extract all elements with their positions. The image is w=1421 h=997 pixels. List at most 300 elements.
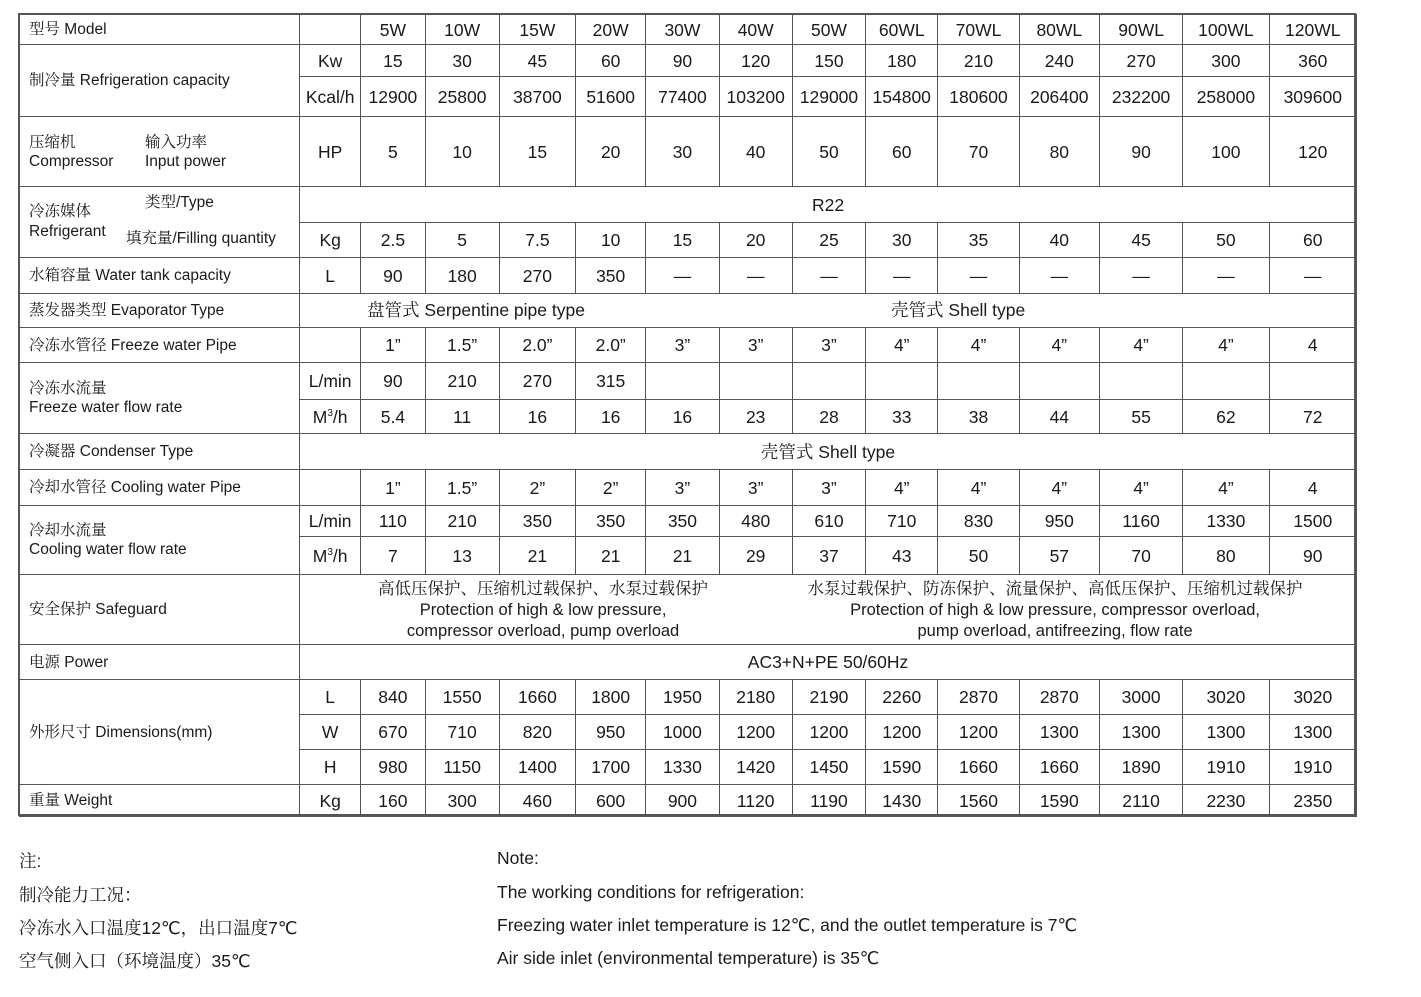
note-line-en: The working conditions for refrigeration:	[497, 882, 805, 902]
value-cell: 300	[425, 785, 499, 817]
value-cell: 60	[1269, 223, 1356, 258]
value-cell	[792, 363, 865, 400]
value-cell: 360	[1269, 45, 1356, 77]
serpentine-type: 盘管式 Serpentine pipe type	[367, 299, 585, 320]
value-cell: 480	[719, 506, 792, 537]
row-refrigerant-type	[20, 187, 1357, 223]
row-label	[20, 187, 300, 258]
value-cell: 90	[361, 363, 425, 400]
value-cell: 1000	[646, 715, 719, 750]
unit-text: /h	[332, 406, 348, 427]
value-cell: 120	[1269, 117, 1356, 187]
row-label: 冷凝器 Condenser Type	[20, 434, 300, 470]
value-cell: 12900	[361, 77, 425, 117]
value-cell	[1183, 363, 1269, 400]
model-cell: 20W	[576, 15, 646, 45]
value-cell: 72	[1269, 400, 1356, 434]
value-cell: 1”	[361, 328, 425, 363]
value-cell: —	[646, 258, 719, 294]
value-cell: 1910	[1269, 750, 1356, 785]
model-cell: 80WL	[1019, 15, 1099, 45]
value-cell: 210	[938, 45, 1019, 77]
row-condenser	[20, 434, 1357, 470]
label-cn: 输入功率	[145, 133, 208, 151]
value-cell: 57	[1019, 537, 1099, 575]
value-cell: 1550	[425, 680, 499, 715]
label-en: Input power	[145, 152, 226, 170]
value-cell: 1300	[1183, 715, 1269, 750]
value-cell: 16	[576, 400, 646, 434]
row-label: 冷却水管径 Cooling water Pipe	[20, 470, 300, 506]
value-cell: 23	[719, 400, 792, 434]
value-cell: 4”	[1019, 470, 1099, 506]
row-label: 制冷量 Refrigeration capacity	[20, 45, 300, 117]
value-cell: 3”	[792, 328, 865, 363]
value-cell: 1700	[576, 750, 646, 785]
value-cell: 62	[1183, 400, 1269, 434]
safeguard-line: Protection of high & low pressure, compressor overload,	[850, 600, 1261, 619]
value-cell: 80	[1019, 117, 1099, 187]
value-cell: 4”	[938, 470, 1019, 506]
value-cell	[938, 363, 1019, 400]
value-cell: 30	[425, 45, 499, 77]
row-label: 冷冻水管径 Freeze water Pipe	[20, 328, 300, 363]
value-cell: 43	[866, 537, 938, 575]
value-cell: 1200	[938, 715, 1019, 750]
note-line-cn: 制冷能力工况：	[19, 885, 142, 905]
evaporator-types	[300, 301, 1356, 321]
value-cell: 4”	[938, 328, 1019, 363]
value-cell: 30	[866, 223, 938, 258]
power-value: AC3+N+PE 50/60Hz	[300, 645, 1357, 680]
row-label: 蒸发器类型 Evaporator Type	[20, 294, 300, 328]
row-label: 重量 Weight	[20, 785, 300, 817]
value-cell: 2870	[938, 680, 1019, 715]
row-cooling-pipe	[20, 470, 1357, 506]
value-cell: 1560	[938, 785, 1019, 817]
value-cell: 1190	[792, 785, 865, 817]
unit-cell: L/min	[300, 506, 361, 537]
refrigerant-type-value: R22	[300, 187, 1357, 223]
value-cell: 1200	[866, 715, 938, 750]
row-weight	[20, 785, 1357, 817]
value-cell: 830	[938, 506, 1019, 537]
value-cell	[1099, 363, 1182, 400]
value-cell: 44	[1019, 400, 1099, 434]
value-cell: 710	[425, 715, 499, 750]
value-cell: 38	[938, 400, 1019, 434]
value-cell: 1300	[1269, 715, 1356, 750]
value-cell	[719, 363, 792, 400]
value-cell	[1269, 363, 1356, 400]
value-cell: —	[938, 258, 1019, 294]
row-label: 电源 Power	[20, 645, 300, 680]
safeguard-line: compressor overload, pump overload	[406, 621, 680, 640]
value-cell: 3000	[1099, 680, 1182, 715]
value-cell: 240	[1019, 45, 1099, 77]
value-cell: 1150	[425, 750, 499, 785]
compressor-main-label	[29, 133, 145, 171]
value-cell: 20	[719, 223, 792, 258]
value-cell: 1450	[792, 750, 865, 785]
value-cell: 90	[361, 258, 425, 294]
unit-cell: L	[300, 258, 361, 294]
value-cell: 10	[425, 117, 499, 187]
value-cell: 3”	[792, 470, 865, 506]
refrigerant-label	[29, 187, 299, 257]
value-cell: 7	[361, 537, 425, 575]
value-cell: 50	[938, 537, 1019, 575]
value-cell: 1950	[646, 680, 719, 715]
unit-cell	[300, 328, 361, 363]
value-cell: 4	[1269, 470, 1356, 506]
safeguard-line: Protection of high & low pressure,	[419, 600, 667, 619]
note-line-cn: 注:	[19, 851, 42, 871]
row-refrigeration-kw	[20, 45, 1357, 77]
value-cell: 1800	[576, 680, 646, 715]
label-en: Freeze water flow rate	[29, 399, 183, 416]
value-cell: 270	[499, 363, 575, 400]
shell-type: 壳管式 Shell type	[891, 299, 1026, 320]
value-cell: 21	[576, 537, 646, 575]
value-cell: 180	[425, 258, 499, 294]
model-cell: 90WL	[1099, 15, 1182, 45]
value-cell: 2.0”	[499, 328, 575, 363]
value-cell: 258000	[1183, 77, 1269, 117]
unit-cell: L	[300, 680, 361, 715]
value-cell: 37	[792, 537, 865, 575]
value-cell: 1500	[1269, 506, 1356, 537]
value-cell: 1160	[1099, 506, 1182, 537]
value-cell: 4”	[866, 328, 938, 363]
value-cell: 70	[1099, 537, 1182, 575]
value-cell: —	[1099, 258, 1182, 294]
safeguard-line: 高低压保护、压缩机过载保护、水泵过载保护	[378, 579, 709, 598]
value-cell: 15	[646, 223, 719, 258]
value-cell: 110	[361, 506, 425, 537]
value-cell: 80	[1183, 537, 1269, 575]
model-cell: 70WL	[938, 15, 1019, 45]
value-cell: 50	[1183, 223, 1269, 258]
value-cell: 820	[499, 715, 575, 750]
row-label: 外形尺寸 Dimensions(mm)	[20, 680, 300, 785]
value-cell: 5	[361, 117, 425, 187]
model-cell: 30W	[646, 15, 719, 45]
value-cell: 840	[361, 680, 425, 715]
value-cell: 3020	[1183, 680, 1269, 715]
model-cell: 5W	[361, 15, 425, 45]
unit-cell: H	[300, 750, 361, 785]
value-cell: 210	[425, 363, 499, 400]
value-cell: 2”	[499, 470, 575, 506]
value-cell: 3”	[719, 328, 792, 363]
unit-cell: L/min	[300, 363, 361, 400]
row-model	[20, 15, 1357, 45]
value-cell: 710	[866, 506, 938, 537]
value-cell: 2350	[1269, 785, 1356, 817]
value-cell: 51600	[576, 77, 646, 117]
value-cell: 180	[866, 45, 938, 77]
value-cell: 60	[576, 45, 646, 77]
row-water-tank	[20, 258, 1357, 294]
safeguard-left	[300, 579, 786, 642]
unit-cell	[300, 537, 361, 575]
value-cell: 2870	[1019, 680, 1099, 715]
value-cell: 11	[425, 400, 499, 434]
value-cell: 25800	[425, 77, 499, 117]
value-cell: 70	[938, 117, 1019, 187]
value-cell: —	[792, 258, 865, 294]
value-cell: 180600	[938, 77, 1019, 117]
value-cell: 1430	[866, 785, 938, 817]
value-cell: 16	[499, 400, 575, 434]
value-cell: 15	[499, 117, 575, 187]
value-cell: 460	[499, 785, 575, 817]
value-cell: 350	[576, 258, 646, 294]
value-cell: 1330	[1183, 506, 1269, 537]
row-dimensions-l	[20, 680, 1357, 715]
row-label: 水箱容量 Water tank capacity	[20, 258, 300, 294]
value-cell: 55	[1099, 400, 1182, 434]
value-cell: 2260	[866, 680, 938, 715]
value-cell: 2.0”	[576, 328, 646, 363]
value-cell: 30	[646, 117, 719, 187]
unit-cell: Kcal/h	[300, 77, 361, 117]
value-cell: 3”	[646, 328, 719, 363]
note-line-cn: 冷冻水入口温度12℃，出口温度7℃	[19, 918, 298, 938]
unit-text: M	[312, 545, 328, 566]
value-cell: 350	[576, 506, 646, 537]
model-cell: 120WL	[1269, 15, 1356, 45]
value-cell: 206400	[1019, 77, 1099, 117]
value-cell: 309600	[1269, 77, 1356, 117]
row-label: 安全保护 Safeguard	[20, 575, 300, 645]
value-cell: 7.5	[499, 223, 575, 258]
value-cell: 1200	[792, 715, 865, 750]
note-line-en: Freezing water inlet temperature is 12℃, and the outlet temperature is 7℃	[497, 915, 1078, 935]
value-cell: 77400	[646, 77, 719, 117]
note-line-cn: 空气侧入口（环境温度）35℃	[19, 951, 251, 971]
value-cell: 670	[361, 715, 425, 750]
value-cell: 90	[646, 45, 719, 77]
value-cell: 1200	[719, 715, 792, 750]
value-cell: 5	[425, 223, 499, 258]
value-cell: 3020	[1269, 680, 1356, 715]
value-cell: 4”	[1019, 328, 1099, 363]
value-cell: 1420	[719, 750, 792, 785]
value-cell: 25	[792, 223, 865, 258]
value-cell: 300	[1183, 45, 1269, 77]
value-cell: 129000	[792, 77, 865, 117]
value-cell: 950	[1019, 506, 1099, 537]
value-cell: 4”	[1099, 470, 1182, 506]
value-cell: 2”	[576, 470, 646, 506]
value-cell: 2.5	[361, 223, 425, 258]
row-freeze-flow-lmin	[20, 363, 1357, 400]
value-cell: 21	[499, 537, 575, 575]
label-en: Cooling water flow rate	[29, 541, 187, 558]
safeguard-line: 水泵过载保护、防冻保护、流量保护、高低压保护、压缩机过载保护	[807, 579, 1303, 598]
model-cell: 10W	[425, 15, 499, 45]
condenser-value: 壳管式 Shell type	[300, 434, 1357, 470]
spec-table	[19, 14, 1357, 817]
value-cell: 45	[499, 45, 575, 77]
value-cell: 232200	[1099, 77, 1182, 117]
value-cell: 50	[792, 117, 865, 187]
value-cell: 40	[719, 117, 792, 187]
label-en: Compressor	[29, 152, 114, 170]
model-cell: 100WL	[1183, 15, 1269, 45]
value-cell: 1.5”	[425, 328, 499, 363]
safeguard-line: pump overload, antifreezing, flow rate	[917, 621, 1193, 640]
value-cell: 600	[576, 785, 646, 817]
model-cell: 40W	[719, 15, 792, 45]
unit-cell: Kg	[300, 223, 361, 258]
note-line-en: Air side inlet (environmental temperature) is 35℃	[497, 948, 880, 968]
value-cell: 15	[361, 45, 425, 77]
value-cell: 210	[425, 506, 499, 537]
value-cell: 21	[646, 537, 719, 575]
value-cell: 270	[499, 258, 575, 294]
value-cell: 45	[1099, 223, 1182, 258]
label-cn: 冷却水流量	[29, 522, 107, 539]
value-cell: 1660	[938, 750, 1019, 785]
value-cell: 100	[1183, 117, 1269, 187]
unit-cell: HP	[300, 117, 361, 187]
value-cell: 1300	[1019, 715, 1099, 750]
value-cell: 4”	[866, 470, 938, 506]
value-cell: 40	[1019, 223, 1099, 258]
row-freeze-pipe	[20, 328, 1357, 363]
value-cell	[1019, 363, 1099, 400]
value-cell: 4”	[1099, 328, 1182, 363]
value-cell: 160	[361, 785, 425, 817]
value-cell: 29	[719, 537, 792, 575]
unit-text: /h	[332, 545, 348, 566]
model-cell: 50W	[792, 15, 865, 45]
value-cell: 980	[361, 750, 425, 785]
value-cell: 350	[646, 506, 719, 537]
value-cell: 1660	[1019, 750, 1099, 785]
value-cell: —	[866, 258, 938, 294]
unit-superscript: 3	[327, 546, 333, 558]
evaporator-values	[300, 294, 1357, 328]
value-cell	[866, 363, 938, 400]
label-en: Refrigerant	[29, 223, 106, 240]
compressor-label	[29, 133, 299, 171]
value-cell: 2180	[719, 680, 792, 715]
value-cell: 2230	[1183, 785, 1269, 817]
unit-cell: W	[300, 715, 361, 750]
row-compressor	[20, 117, 1357, 187]
row-label	[20, 117, 300, 187]
row-cooling-flow-lmin	[20, 506, 1357, 537]
value-cell: 1400	[499, 750, 575, 785]
value-cell: 1890	[1099, 750, 1182, 785]
value-cell	[646, 363, 719, 400]
safeguard-text	[300, 577, 1356, 643]
value-cell: 4”	[1183, 328, 1269, 363]
value-cell: 1590	[1019, 785, 1099, 817]
label-cn: 冷冻水流量	[29, 380, 107, 397]
unit-cell	[300, 470, 361, 506]
value-cell: 1”	[361, 470, 425, 506]
row-label	[20, 506, 300, 575]
value-cell: 20	[576, 117, 646, 187]
unit-cell	[300, 15, 361, 45]
unit-cell	[300, 400, 361, 434]
row-safeguard	[20, 575, 1357, 645]
value-cell: 1120	[719, 785, 792, 817]
value-cell: 154800	[866, 77, 938, 117]
value-cell: 60	[866, 117, 938, 187]
filling-label: 填充量/Filling quantity	[126, 230, 276, 247]
value-cell: —	[1269, 258, 1356, 294]
note-line-en: Note:	[497, 848, 539, 868]
value-cell: 13	[425, 537, 499, 575]
value-cell: 2110	[1099, 785, 1182, 817]
value-cell: 350	[499, 506, 575, 537]
value-cell: —	[719, 258, 792, 294]
row-power	[20, 645, 1357, 680]
value-cell: 1300	[1099, 715, 1182, 750]
value-cell: 2190	[792, 680, 865, 715]
value-cell: 4”	[1183, 470, 1269, 506]
type-label: 类型/Type	[145, 194, 214, 211]
label-cn: 压缩机	[29, 133, 76, 151]
unit-superscript: 3	[327, 407, 333, 419]
label-cn: 冷冻媒体	[29, 203, 92, 220]
value-cell: 35	[938, 223, 1019, 258]
row-label: 型号 Model	[20, 15, 300, 45]
value-cell: 1590	[866, 750, 938, 785]
safeguard-right	[760, 579, 1350, 642]
compressor-sub-label	[145, 133, 299, 171]
value-cell: 610	[792, 506, 865, 537]
value-cell: 4	[1269, 328, 1356, 363]
unit-cell: Kg	[300, 785, 361, 817]
value-cell: 38700	[499, 77, 575, 117]
value-cell: 90	[1269, 537, 1356, 575]
value-cell: 315	[576, 363, 646, 400]
value-cell: 5.4	[361, 400, 425, 434]
value-cell: 10	[576, 223, 646, 258]
value-cell: 3”	[719, 470, 792, 506]
value-cell: 150	[792, 45, 865, 77]
value-cell: 120	[719, 45, 792, 77]
value-cell: 1330	[646, 750, 719, 785]
value-cell: —	[1019, 258, 1099, 294]
unit-cell: Kw	[300, 45, 361, 77]
value-cell: 1910	[1183, 750, 1269, 785]
unit-text: M	[312, 406, 328, 427]
value-cell: 103200	[719, 77, 792, 117]
model-cell: 15W	[499, 15, 575, 45]
value-cell: 270	[1099, 45, 1182, 77]
value-cell: 33	[866, 400, 938, 434]
model-cell: 60WL	[866, 15, 938, 45]
row-evaporator	[20, 294, 1357, 328]
value-cell: 950	[576, 715, 646, 750]
safeguard-values	[300, 575, 1357, 645]
value-cell: 1.5”	[425, 470, 499, 506]
value-cell: 900	[646, 785, 719, 817]
value-cell: 16	[646, 400, 719, 434]
value-cell: 28	[792, 400, 865, 434]
row-label	[20, 363, 300, 434]
value-cell: 90	[1099, 117, 1182, 187]
value-cell: —	[1183, 258, 1269, 294]
